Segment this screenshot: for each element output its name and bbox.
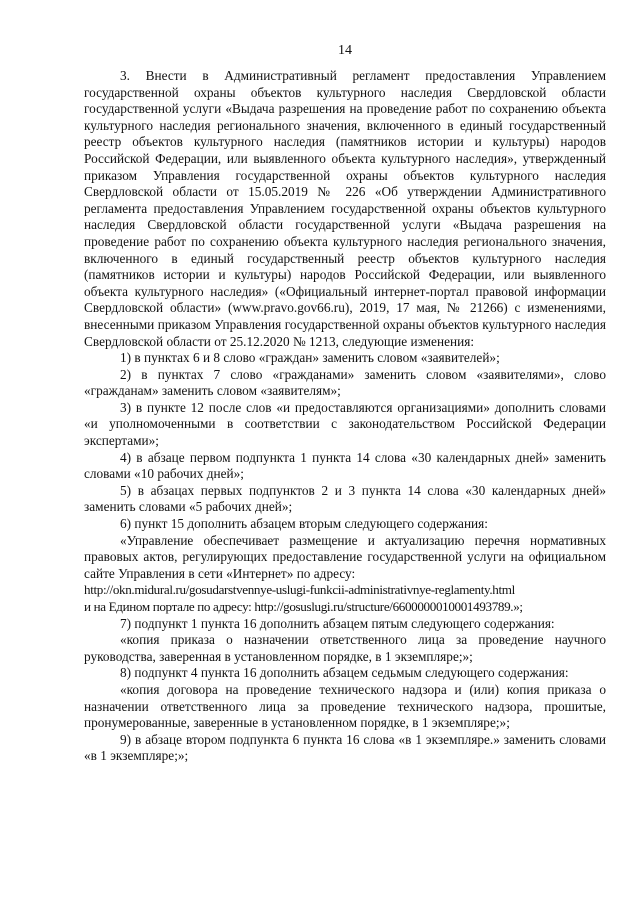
quoted-paragraph-technical: «копия договора на проведение технического надзора и (или) копия приказа о назначении ответственного лица за проведение технического надзора, прошитые, пронумерованные, заверенные в установленном порядке, в 1 экземпляре;»; <box>84 681 606 731</box>
page-number: 14 <box>338 43 352 58</box>
subitem-5: 5) в абзацах первых подпунктов 2 и 3 пункта 14 слова «30 календарных дней» заменить словами «5 рабочих дней»; <box>84 482 606 515</box>
quoted-paragraph-management: «Управление обеспечивает размещение и актуализацию перечня нормативных правовых актов, регулирующих предоставление государственной услуги на официальном сайте Управления в сети «Интернет» по адресу: <box>84 532 606 581</box>
subitem-4: 4) в абзаце первом подпункта 1 пункта 14 слова «30 календарных дней» заменить словами «10 рабочих дней»; <box>84 449 606 482</box>
document-page <box>84 42 606 765</box>
paragraph-item-3: 3. Внести в Административный регламент предоставления Управлением государственной охраны объектов культурного наследия Свердловской области государственной услуги «Выдача разрешения на проведение работ по сохранению объекта культурного наследия регионального значения, включенного в единый государственный реестр объектов культурного наследия (памятников истории и культуры) народов Российской Федерации, или выявленного объекта культурного наследия», утвержденный приказом Управления государственной охраны объектов культурного наследия Свердловской области от 15.05.2019 № 226 «Об утверждении Административного регламента предоставления Управлением государственной охраны объектов культурного наследия Свердловской области государственной услуги «Выдача разрешения на проведение работ по сохранению объекта культурного наследия регионального значения, включенного в единый государственный реестр объектов культурного наследия (памятников истории и культуры) народов Российской Федерации, или выявленного объекта культурного наследия» («Официальный интернет-портал правовой информации Свердловской области» (www.pravo.gov66.ru), 2019, 17 мая, № 21266) с изменениями, внесенными приказом Управления государственной охраны объектов культурного наследия Свердловской области от 25.12.2020 № 1213, следующие изменения: <box>84 68 606 349</box>
regulations-url-line: http://okn.midural.ru/gosudarstvennye-uslugi-funkcii-administrativnye-reglamenty.html <box>84 582 515 598</box>
subitem-2: 2) в пунктах 7 слово «гражданами» заменить словом «заявителями», слово «гражданам» заменить словом «заявителям»; <box>84 366 606 399</box>
document-body <box>84 68 606 765</box>
subitem-8: 8) подпункт 4 пункта 16 дополнить абзацем седьмым следующего содержания: <box>120 665 569 681</box>
quoted-paragraph-scientific: «копия приказа о назначении ответственного лица за проведение научного руководства, заверенная в установленном порядке, в 1 экземпляре;»; <box>84 632 606 664</box>
subitem-1: 1) в пунктах 6 и 8 слово «граждан» заменить словом «заявителей»; <box>120 350 500 366</box>
subitem-3: 3) в пункте 12 после слов «и предоставляются организациями» дополнить словами «и уполномоченными в соответствии с законодательством Российской Федерации экспертами»; <box>84 399 606 449</box>
portal-url-line: и на Едином портале по адресу: http://gosuslugi.ru/structure/6600000010001493789.»; <box>84 599 523 614</box>
subitem-9: 9) в абзаце втором подпункта 6 пункта 16 слова «в 1 экземпляре.» заменить словами «в 1 экземпляре;»; <box>84 731 606 764</box>
subitem-7: 7) подпункт 1 пункта 16 дополнить абзацем пятым следующего содержания: <box>120 615 555 631</box>
subitem-6: 6) пункт 15 дополнить абзацем вторым следующего содержания: <box>120 516 488 532</box>
